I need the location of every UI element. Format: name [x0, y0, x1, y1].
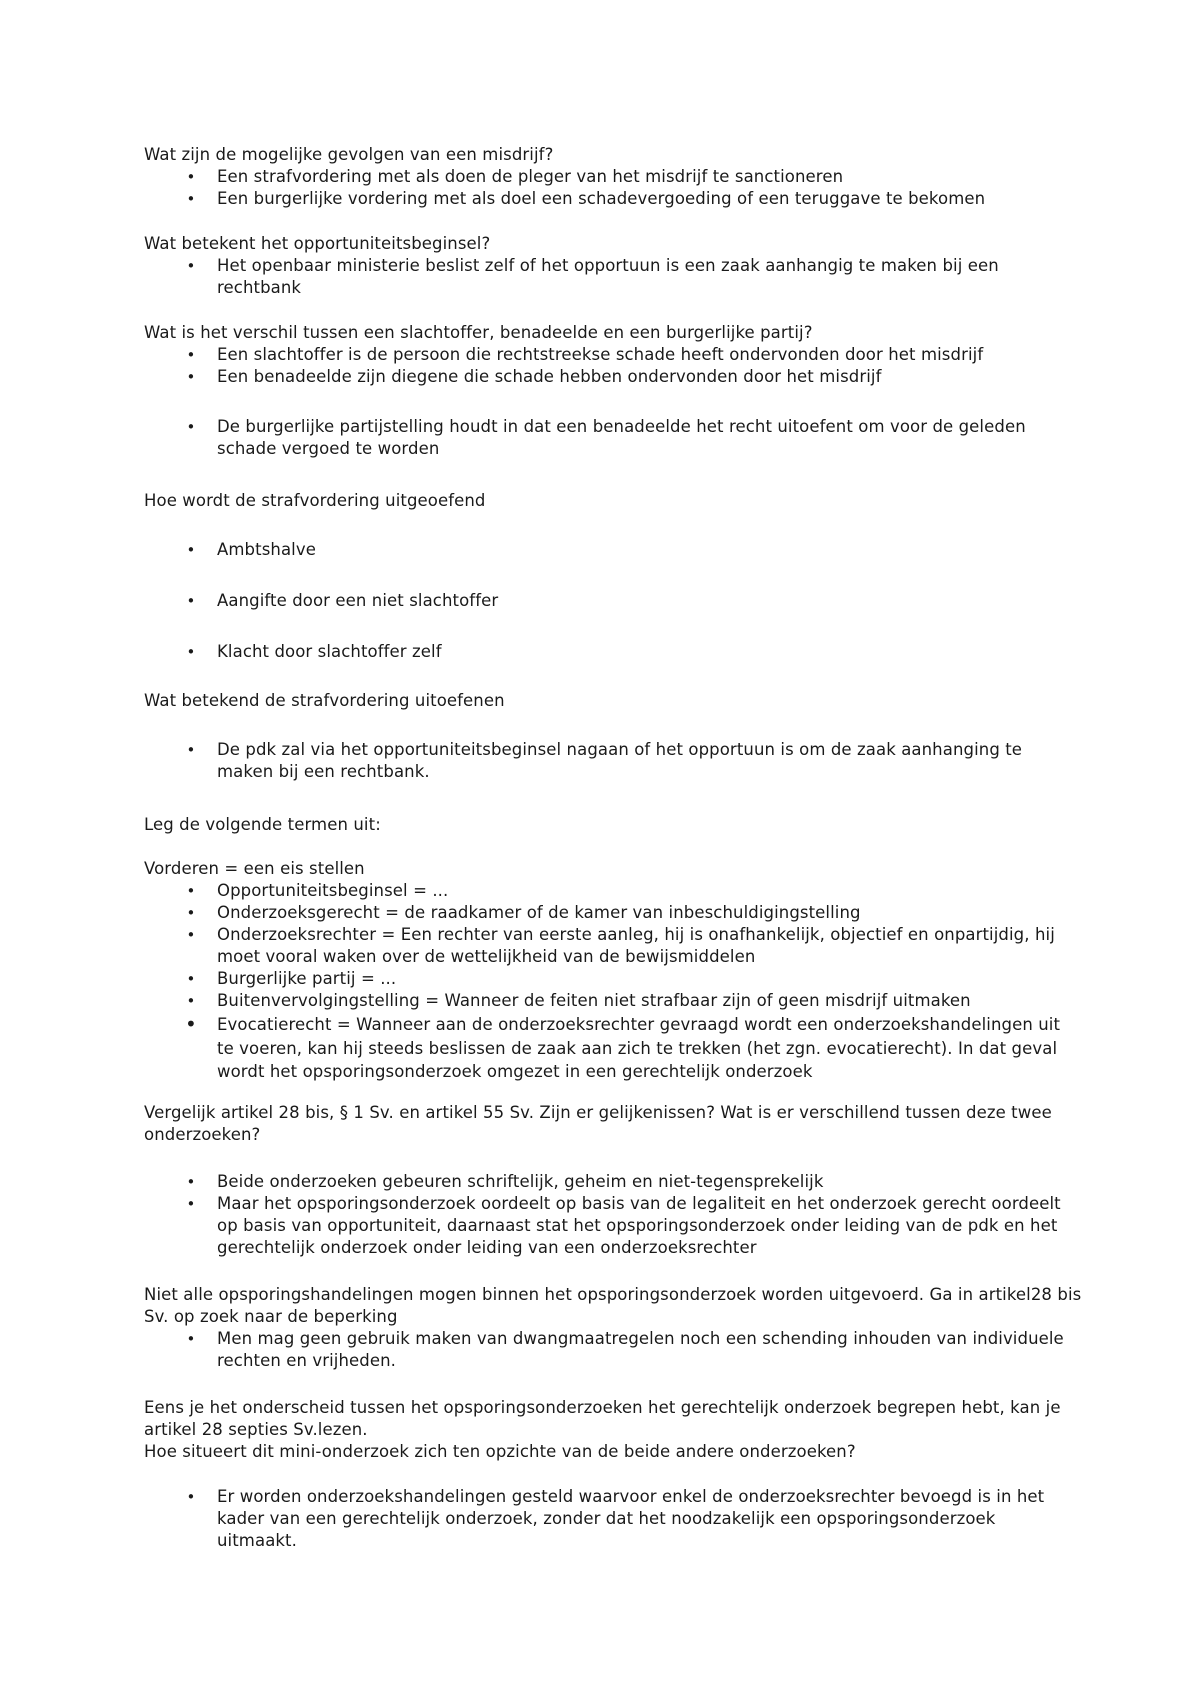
list-item: • Opportuniteitsbeginsel = ...	[217, 880, 1067, 902]
question-4: Hoe wordt de strafvordering uitgeoefend	[144, 491, 486, 510]
question-9: Hoe situeert dit mini-onderzoek zich ten opzichte van de beide andere onderzoeken?	[144, 1442, 856, 1461]
bullet-icon	[181, 968, 201, 990]
bullet-icon	[181, 1193, 201, 1215]
list-item: • Aangifte door een niet slachtoffer	[217, 590, 1067, 612]
list-item: • Ambtshalve	[217, 539, 1067, 561]
bullet-icon	[181, 739, 201, 761]
definition-intro: Vorderen = een eis stellen	[144, 859, 365, 878]
list-item: • Onderzoeksrechter = Een rechter van eerste aanleg, hij is onafhankelijk, objectief en onpartijdig, hij moet vooral waken over de wettelijkheid van de bewijsmiddelen	[217, 924, 1067, 968]
list-item: • Men mag geen gebruik maken van dwangmaatregelen noch een schending inhouden van individuele rechten en vrijheden.	[217, 1328, 1067, 1372]
bullet-icon	[181, 902, 201, 924]
bullet-icon	[181, 1486, 201, 1508]
list-item: • Evocatierecht = Wanneer aan de onderzoeksrechter gevraagd wordt een onderzoekshandelingen uit te voeren, kan hij steeds beslissen de zaak aan zich te trekken (het zgn. evocatierecht). In dat geval wordt het opsporingsonderzoek omgezet in een gerechtelijk onderzoek	[217, 1013, 1067, 1084]
list-item: • Beide onderzoeken gebeuren schriftelijk, geheim en niet-tegensprekelijk	[217, 1171, 1067, 1193]
bullet-icon	[181, 255, 201, 277]
list-item: • Een burgerlijke vordering met als doel een schadevergoeding of een teruggave te bekomen	[217, 188, 1067, 210]
list-item: • Een strafvordering met als doen de pleger van het misdrijf te sanctioneren	[217, 166, 1067, 188]
list-item: • De pdk zal via het opportuniteitsbeginsel nagaan of het opportuun is om de zaak aanhanging te maken bij een rechtbank.	[217, 739, 1067, 783]
list-item: • Burgerlijke partij = ...	[217, 968, 1067, 990]
bullet-icon	[181, 1013, 201, 1038]
bullet-icon	[181, 1171, 201, 1193]
list-item: • Buitenvervolgingstelling = Wanneer de feiten niet strafbaar zijn of geen misdrijf uitmaken	[217, 990, 1067, 1012]
bullet-icon	[181, 416, 201, 438]
question-9-intro: Eens je het onderscheid tussen het opsporingsonderzoeken het gerechtelijk onderzoek begrepen hebt, kan je artikel 28 septies Sv.lezen.	[144, 1398, 1061, 1439]
bullet-icon	[181, 590, 201, 612]
bullet-icon	[181, 344, 201, 366]
question-8: Niet alle opsporingshandelingen mogen binnen het opsporingsonderzoek worden uitgevoerd. Ga in artikel28 bis Sv. op zoek naar de beperking	[144, 1285, 1082, 1326]
bullet-icon	[181, 990, 201, 1012]
list-item: • Klacht door slachtoffer zelf	[217, 641, 1067, 663]
question-1: Wat zijn de mogelijke gevolgen van een misdrijf?	[144, 145, 554, 164]
bullet-icon	[181, 366, 201, 388]
list-item: • Een slachtoffer is de persoon die rechtstreekse schade heeft ondervonden door het misdrijf	[217, 344, 1067, 366]
question-3: Wat is het verschil tussen een slachtoffer, benadeelde en een burgerlijke partij?	[144, 323, 813, 342]
question-2: Wat betekent het opportuniteitsbeginsel?	[144, 234, 491, 253]
bullet-icon	[181, 924, 201, 946]
question-5: Wat betekend de strafvordering uitoefenen	[144, 691, 505, 710]
question-6: Leg de volgende termen uit:	[144, 815, 381, 834]
list-item: • Er worden onderzoekshandelingen gesteld waarvoor enkel de onderzoeksrechter bevoegd is in het kader van een gerechtelijk onderzoek, zonder dat het noodzakelijk een opsporingsonderzoek uitmaakt.	[217, 1486, 1067, 1552]
list-item: • Het openbaar ministerie beslist zelf of het opportuun is een zaak aanhangig te maken bij een rechtbank	[217, 255, 1067, 299]
list-item: • De burgerlijke partijstelling houdt in dat een benadeelde het recht uitoefent om voor de geleden schade vergoed te worden	[217, 416, 1067, 460]
bullet-icon	[181, 641, 201, 663]
bullet-icon	[181, 166, 201, 188]
bullet-icon	[181, 188, 201, 210]
question-7: Vergelijk artikel 28 bis, § 1 Sv. en artikel 55 Sv. Zijn er gelijkenissen? Wat is er verschillend tussen deze twee onderzoeken?	[144, 1103, 1052, 1144]
list-item: • Onderzoeksgerecht = de raadkamer of de kamer van inbeschuldigingstelling	[217, 902, 1067, 924]
bullet-icon	[181, 1328, 201, 1350]
list-item: • Een benadeelde zijn diegene die schade hebben ondervonden door het misdrijf	[217, 366, 1067, 388]
list-item: • Maar het opsporingsonderzoek oordeelt op basis van de legaliteit en het onderzoek gerecht oordeelt op basis van opportuniteit, daarnaast stat het opsporingsonderzoek onder leiding van de pdk en het gerechtelijk onderzoek onder leiding van een onderzoeksrechter	[217, 1193, 1067, 1259]
bullet-icon	[181, 880, 201, 902]
bullet-icon	[181, 539, 201, 561]
